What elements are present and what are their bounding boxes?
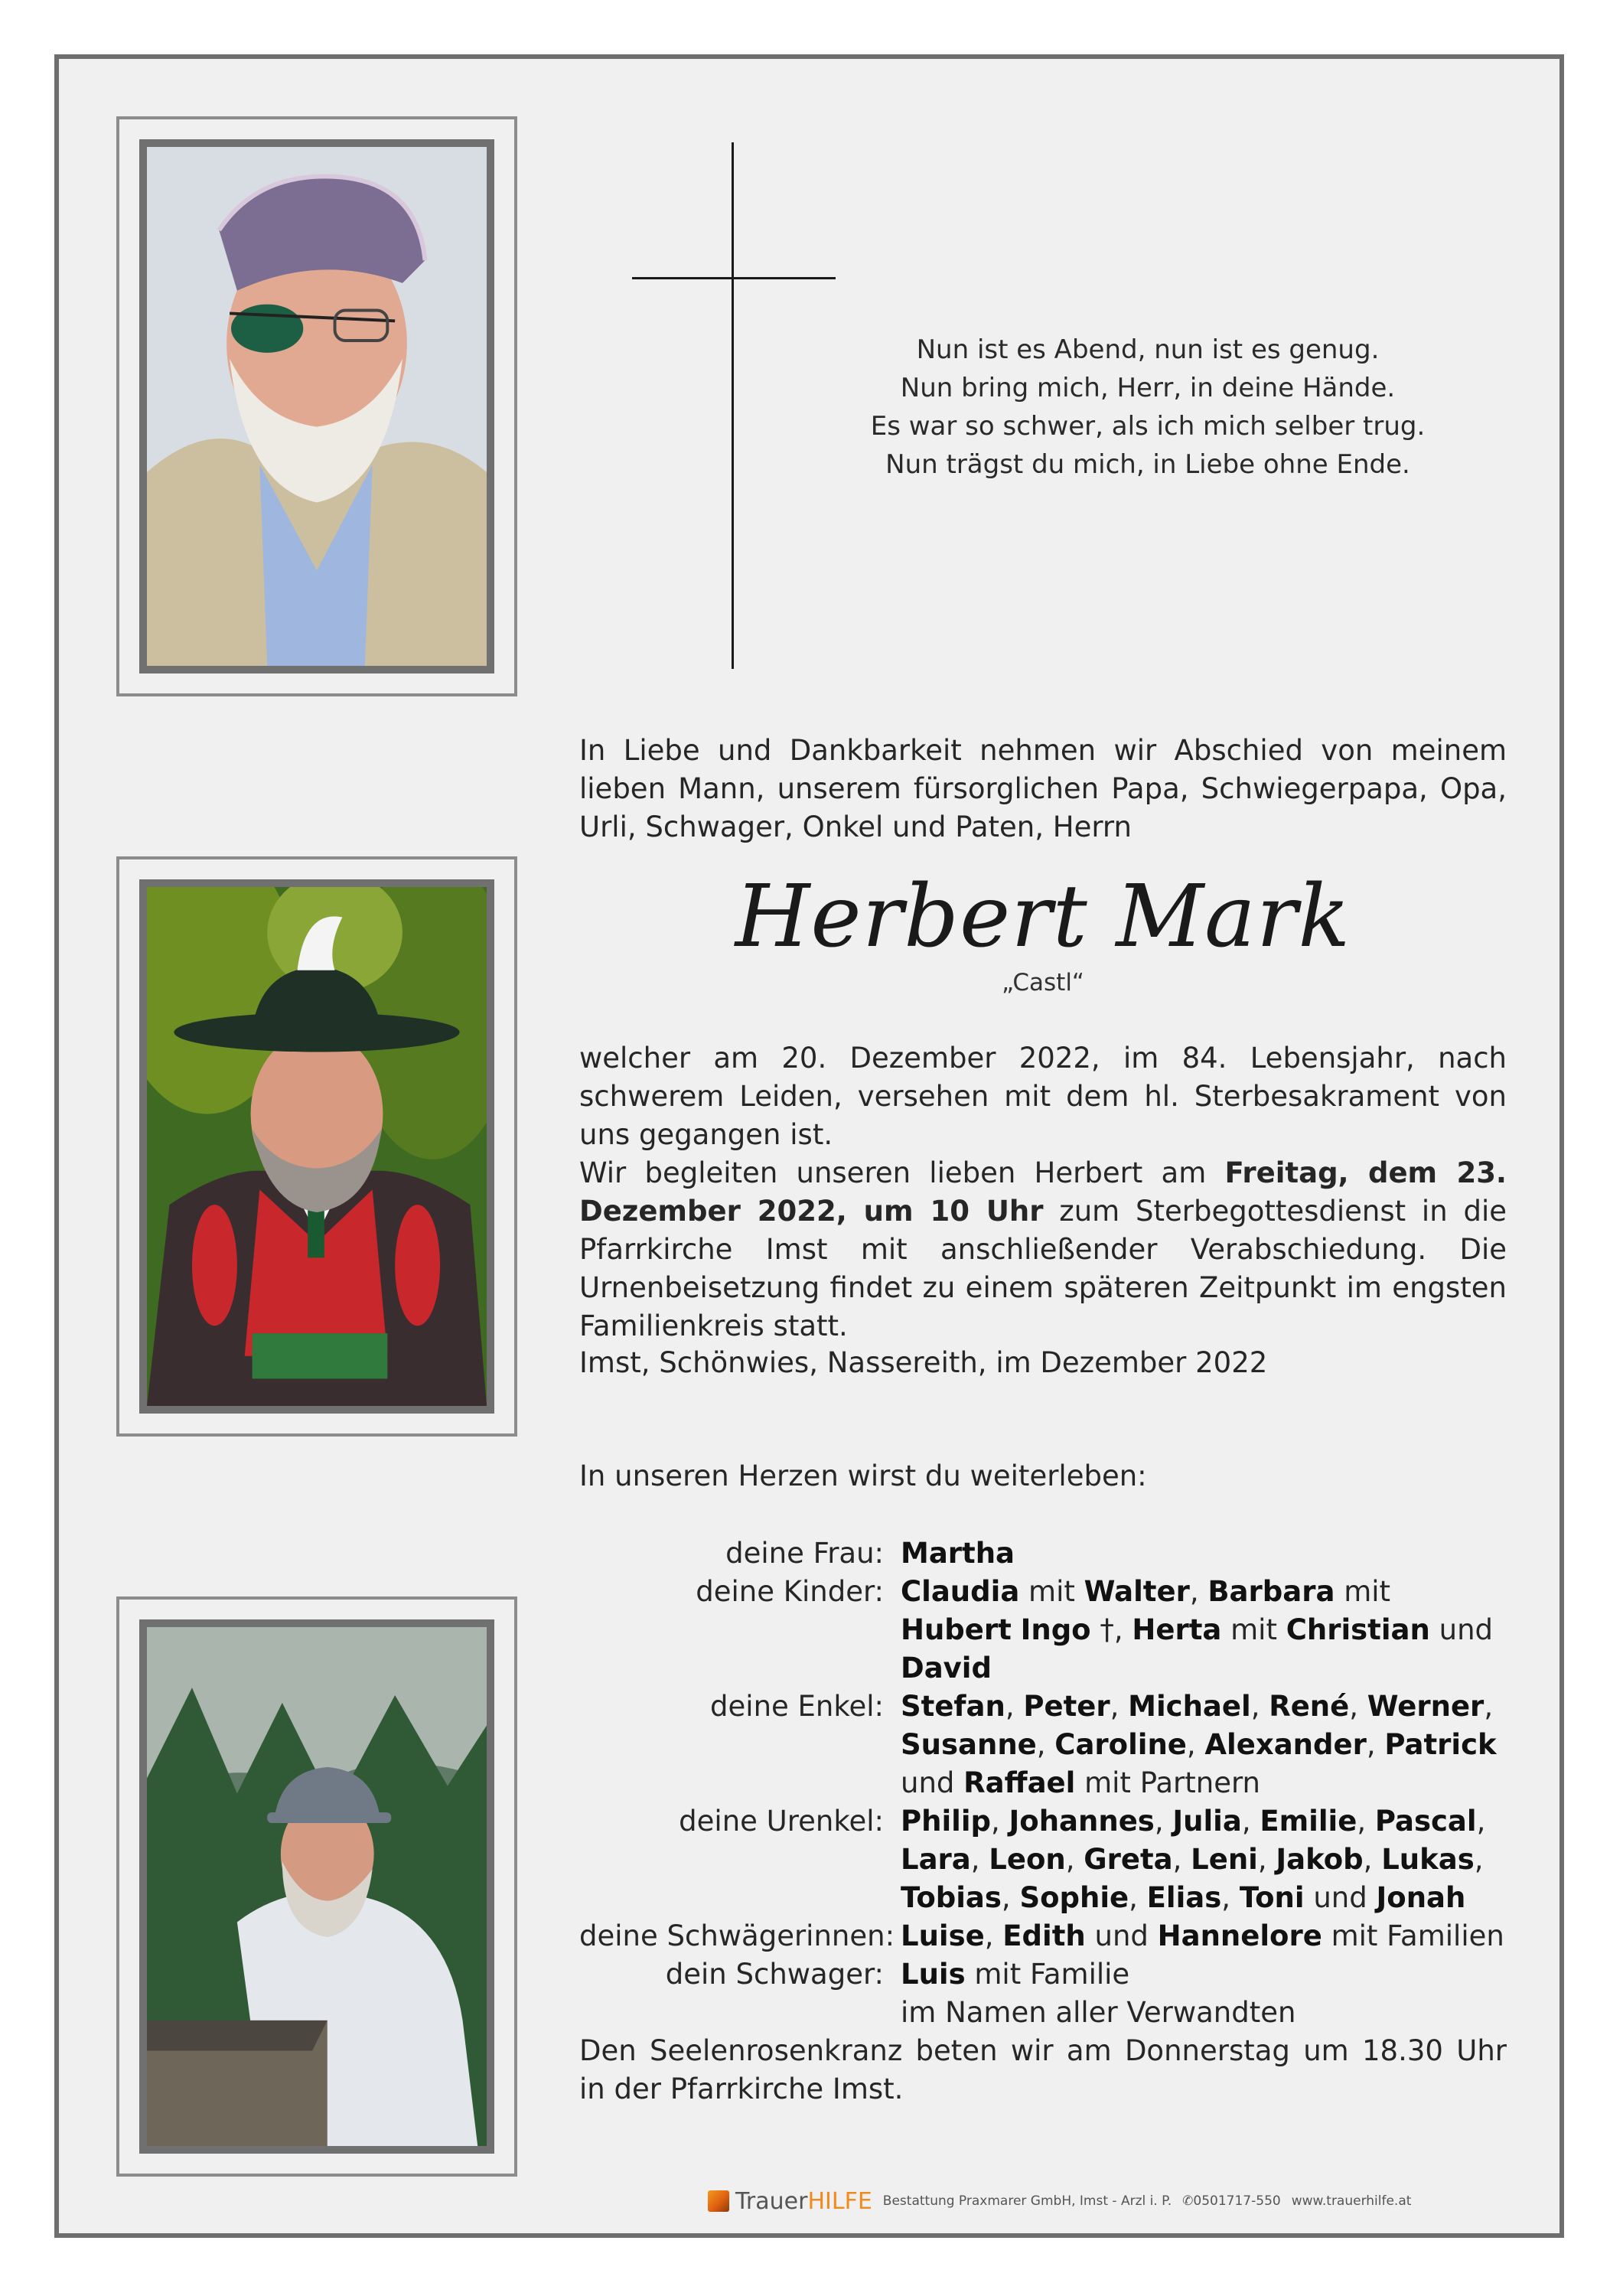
relative-connector: mit Partnern [1075,1766,1260,1799]
relative-connector: , [1005,1690,1024,1723]
relative-name: Sophie [1019,1881,1129,1914]
relative-name: René [1269,1690,1350,1723]
relative-name: Luise [901,1919,985,1952]
relative-connector: , [1357,1805,1375,1838]
relative-connector: , [1241,1805,1260,1838]
relative-name: Alexander [1204,1728,1367,1761]
relative-row [579,1802,1507,1917]
relative-row [579,1917,1507,1955]
photo-frame-costume [116,856,517,1437]
relative-connector: , [1065,1843,1084,1876]
relative-connector: , [1129,1881,1147,1914]
relative-connector: , [1189,1575,1208,1608]
relative-names [901,1534,1507,1573]
relative-name: Stefan [901,1690,1005,1723]
relative-connector: , [984,1919,1003,1952]
relative-connector: , [1186,1728,1205,1761]
relative-connector: , [1250,1690,1269,1723]
outdoor-photo [147,1627,487,2146]
brand-name-a: Trauer [735,2187,808,2215]
photo-frame-portrait [116,116,517,696]
relative-connector [1012,1613,1021,1646]
place-date: Imst, Schönwies, Nassereith, im Dezember 2022 [579,1346,1268,1379]
website-link[interactable]: www.trauerhilfe.at [1291,2193,1412,2209]
funeral-details: zum Sterbegottesdienst in die Pfarrkirche Imst mit anschließender Verabschiedung. Die Urnenbeisetzung findet zu einem späteren Zeitpunkt im engsten Familienkreis statt. [579,1195,1507,1342]
rosary-notice: Den Seelenrosenkranz beten wir am Donnerstag um 18.30 Uhr in der Pfarrkirche Imst. [579,2034,1507,2105]
relative-name: Leon [989,1843,1066,1876]
deceased-nickname: „Castl“ [1002,969,1084,996]
cross-horizontal-bar [632,277,836,279]
relative-connector: mit [1019,1575,1084,1608]
relative-connector: und [1429,1613,1494,1646]
footer-imprint [708,2186,1411,2216]
relative-name: Herta [1132,1613,1222,1646]
relative-name: Christian [1286,1613,1430,1646]
relative-row [579,1688,1507,1802]
cross-vertical-bar [732,142,734,669]
relative-name: Julia [1172,1805,1242,1838]
relative-name: Leni [1191,1843,1258,1876]
relative-name: Werner [1367,1690,1484,1723]
relative-connector: und [1085,1919,1158,1952]
relative-names [901,1688,1507,1802]
relatives-list [579,1534,1507,2032]
relative-name: Ingo [1020,1613,1091,1646]
memorial-verse [842,331,1454,484]
relative-connector: , [1257,1843,1276,1876]
relative-connector: und [901,1766,964,1799]
relative-connector: †, [1090,1613,1133,1646]
relative-names [901,1994,1507,2032]
relative-connector: , [1154,1805,1173,1838]
costume-photo [147,887,487,1406]
relative-connector: , [1476,1805,1486,1838]
relative-name: Martha [901,1537,1015,1570]
photo-frame-outdoor [116,1596,517,2177]
brand-name-b: HILFE [807,2187,872,2215]
relative-names [901,1917,1507,1955]
relative-connector: , [1172,1843,1191,1876]
funeral-lead: Wir begleiten unseren lieben Herbert am [579,1156,1225,1189]
relative-connector: , [1474,1843,1484,1876]
relative-name: Elias [1146,1881,1222,1914]
verse-line: Nun ist es Abend, nun ist es genug. [916,334,1380,365]
relative-connector: , [1036,1728,1055,1761]
relative-name: Jonah [1376,1881,1466,1914]
relative-name: Barbara [1207,1575,1335,1608]
relative-name: Greta [1084,1843,1173,1876]
verse-line: Nun bring mich, Herr, in deine Hände. [900,373,1396,403]
relative-name: Tobias [901,1881,1002,1914]
relative-label: dein Schwager: [665,1958,884,1991]
relative-connector: , [991,1805,1009,1838]
relative-label: deine Kinder: [696,1575,884,1608]
candle-logo-icon [708,2190,729,2212]
relative-names [901,1955,1507,1994]
relative-name: Patrick [1384,1728,1497,1761]
relative-name: Walter [1084,1575,1190,1608]
relative-name: Caroline [1054,1728,1187,1761]
brand-logo [735,2188,872,2215]
relative-label: deine Enkel: [710,1690,884,1723]
relative-name: Hannelore [1157,1919,1322,1952]
relative-names [901,1802,1507,1917]
relative-name: Edith [1002,1919,1086,1952]
relative-name: Luis [901,1958,966,1991]
relative-connector: , [1484,1690,1494,1723]
company-name: Bestattung Praxmarer GmbH, Imst - Arzl i. P. [882,2193,1172,2209]
relative-connector: , [1110,1690,1129,1723]
relative-row [579,1994,1507,2032]
relative-name: Jakob [1276,1843,1364,1876]
relative-connector: , [1221,1881,1240,1914]
relative-label: deine Urenkel: [679,1805,884,1838]
relative-name: Lukas [1381,1843,1475,1876]
death-notice: welcher am 20. Dezember 2022, im 84. Lebensjahr, nach schwerem Leiden, versehen mit dem hl. Sterbesakrament von uns gegangen ist. [579,1042,1507,1151]
relative-connector: mit [1335,1575,1391,1608]
verse-line: Nun trägst du mich, in Liebe ohne Ende. [885,449,1410,480]
relative-name: Philip [901,1805,991,1838]
relative-connector: , [970,1843,989,1876]
funeral-notice [579,1154,1507,1345]
deceased-name: Herbert Mark [735,867,1351,967]
relative-name: David [901,1652,992,1684]
relative-name: Pascal [1374,1805,1477,1838]
relative-row [579,1955,1507,1994]
relative-connector: mit Familien [1322,1919,1504,1952]
verse-line: Es war so schwer, als ich mich selber trug. [870,411,1426,442]
relative-connector: , [1366,1728,1385,1761]
relative-label: deine Schwägerinnen: [579,1919,895,1952]
relative-name: Claudia [901,1575,1020,1608]
relative-name: Emilie [1260,1805,1357,1838]
relative-connector: mit [1221,1613,1286,1646]
intro-text: In Liebe und Dankbarkeit nehmen wir Abschied von meinem lieben Mann, unserem fürsorglichen Papa, Schwiegerpapa, Opa, Urli, Schwager, Onkel und Paten, Herrn [579,734,1507,843]
relative-row [579,1534,1507,1573]
relative-name: Raffael [963,1766,1076,1799]
relative-name: Johannes [1009,1805,1155,1838]
relative-name: Peter [1023,1690,1110,1723]
relative-label [579,1994,901,2032]
relative-label: deine Frau: [725,1537,884,1570]
remembrance-line: In unseren Herzen wirst du weiterleben: [579,1459,1147,1492]
relative-name: Susanne [901,1728,1037,1761]
relative-name: Michael [1128,1690,1251,1723]
relative-row [579,1573,1507,1688]
relative-name: Lara [901,1843,971,1876]
portrait-photo [147,147,487,666]
relative-connector: , [1001,1881,1020,1914]
phone-number: ✆0501717-550 [1182,2193,1281,2209]
relative-connector: im Namen aller Verwandten [901,1996,1296,2029]
relative-connector: , [1349,1690,1367,1723]
relative-connector: , [1363,1843,1382,1876]
funeral-date: Freitag, dem 23. Dezember 2022, um 10 Uhr [579,1156,1507,1228]
relative-connector: mit Familie [965,1958,1130,1991]
relative-name: Hubert [901,1613,1012,1646]
relative-name: Toni [1239,1881,1305,1914]
relative-connector: und [1304,1881,1377,1914]
relative-names [901,1573,1507,1688]
